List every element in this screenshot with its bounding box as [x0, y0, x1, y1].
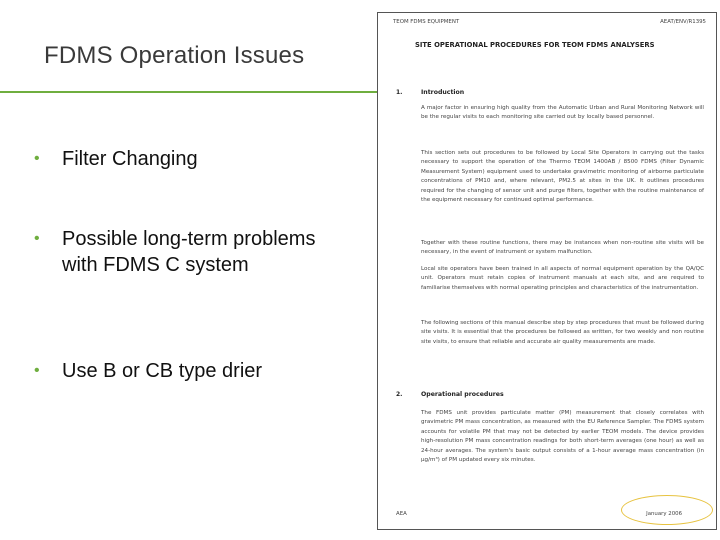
document-paragraph: The FDMS unit provides particulate matter (PM) measurement that closely correlates with gravimetric PM mass concentration, as measured with the EU Reference Sampler. The FDMS system accounts for volatile PM that may not be detected by earlier TEOM models. The device provides high-resolution PM mass concentration readings for both short-term averages (one hour) as well as 24-hour averages. The system's basic output consists of a 1-hour average mass concentration (in µg/m³) of PM updated every six minutes.	[421, 410, 704, 464]
section-title: Introduction	[421, 89, 465, 96]
document-header	[393, 19, 706, 25]
document-paragraph: This section sets out procedures to be followed by Local Site Operators in carrying out the tasks necessary to support the operation of the Thermo TEOM 1400AB / 8500 FDMS (Filter Dynamic Measurement System) equipment used to undertake gravimetric monitoring of airborne particulate concentrations of PM10 and, where relevant, PM2.5 at sites in the UK. It outlines procedures required for the changing of sensor unit and purge filters, together with the routine maintenance of the equipment necessary for continued optimal performance.	[421, 150, 704, 204]
document-paragraph: Local site operators have been trained in all aspects of normal equipment operation by the QA/QC unit. Operators must retain copies of instrument manuals at each site, and are required to familiarise themselves with normal operating principles and characteristics of the instrumentation.	[421, 266, 704, 291]
document-paragraph: Together with these routine functions, there may be instances when non-routine site visits will be necessary, in the event of instrument or system malfunction.	[421, 240, 704, 256]
bullet-icon: •	[34, 230, 40, 247]
bullet-text: Filter Changing	[62, 148, 198, 170]
section-title: Operational procedures	[421, 391, 504, 398]
document-footer-date: January 2006	[646, 511, 682, 517]
document-paragraph: The following sections of this manual describe step by step procedures that must be followed during site visits. It is essential that the procedures be followed as written, for two weekly and non routine site visits, to ensure that reliable and accurate air quality measurements are made.	[421, 320, 704, 345]
document-page-image	[377, 12, 717, 530]
bullet-icon: •	[34, 150, 40, 167]
bullet-item	[34, 146, 352, 172]
title-underline	[0, 91, 385, 93]
bullet-text: Possible long-term problems with FDMS C system	[62, 228, 316, 276]
document-footer-left: AEA	[396, 511, 407, 517]
document-title: SITE OPERATIONAL PROCEDURES FOR TEOM FDMS ANALYSERS	[415, 41, 655, 49]
document-header-right: AEAT/ENV/R1395	[660, 19, 706, 25]
slide-title: FDMS Operation Issues	[44, 42, 305, 69]
section-number: 2.	[396, 391, 403, 398]
bullet-text: Use B or CB type drier	[62, 360, 263, 382]
date-highlight-circle	[621, 495, 713, 525]
bullet-item	[34, 358, 352, 384]
document-paragraph: A major factor in ensuring high quality from the Automatic Urban and Rural Monitoring Network will be the regular visits to each monitoring site carried out by locally based personnel.	[421, 105, 704, 121]
bullet-item	[34, 226, 352, 278]
bullet-icon: •	[34, 362, 40, 379]
document-header-left: TEOM FDMS EQUIPMENT	[393, 19, 460, 25]
section-number: 1.	[396, 89, 403, 96]
